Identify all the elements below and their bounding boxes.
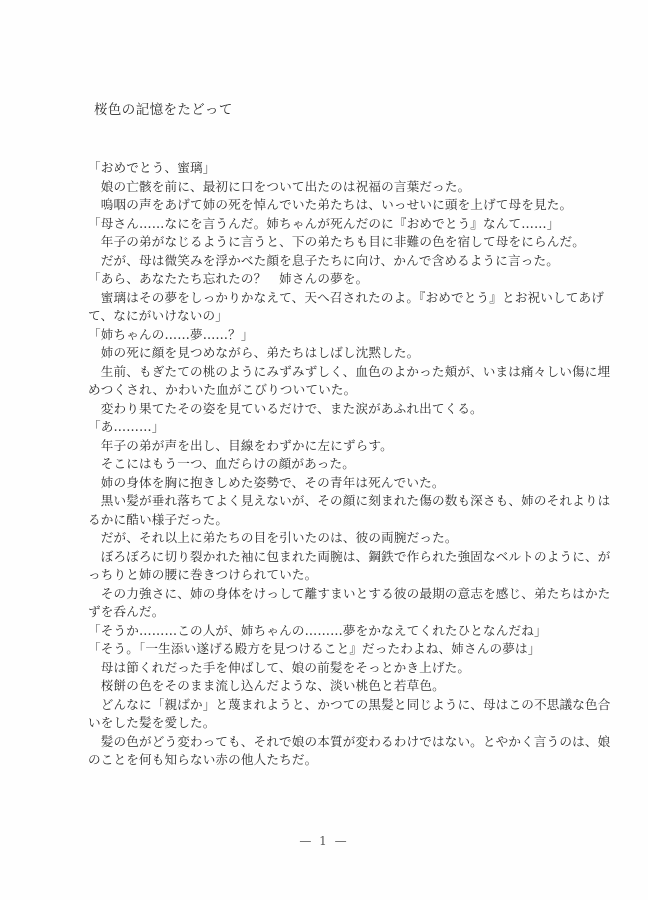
text-line: 嗚咽の声をあげて姉の死を悼んでいた弟たちは、いっせいに頭を上げて母を見た。 (88, 197, 573, 212)
text-line: どんなに「親ばか」と蔑まれようと、かつての黒髪と同じように、母はこの不思議な色合 (88, 696, 611, 712)
text-line: 生前、もぎたての桃のようにみずみずしく、血色のよかった頬が、いまは痛々しい傷に埋 (88, 363, 611, 379)
text-line: 「あ………」 (88, 419, 165, 434)
text-line: めつくされ、かわいた血がこびりついていた。 (88, 382, 357, 397)
text-line: 年子の弟がなじるように言うと、下の弟たちも目に非難の色を宿して母をにらんだ。 (88, 234, 586, 249)
text-line: だが、それ以上に弟たちの目を引いたのは、彼の両腕だった。 (88, 530, 458, 545)
text-line: 年子の弟が声を出し、目線をわずかに左にずらす。 (88, 437, 393, 453)
text-line: て、なにがいけないの」 (88, 308, 228, 323)
text-line: のことを何も知らない赤の他人たちだ。 (88, 752, 318, 767)
text-line: 姉の身体を胸に抱きしめた姿勢で、その青年は死んでいた。 (88, 474, 445, 490)
text-line: 「母さん……なにを言うんだ。姉ちゃんが死んだのに『おめでとう』なんて……」 (88, 215, 560, 231)
page-number: — 1 — (299, 834, 349, 848)
text-line: ずを呑んだ。 (88, 604, 165, 619)
text-line: 髪の色がどう変わっても、それで娘の本質が変わるわけではない。とやかく言うのは、娘 (88, 733, 611, 749)
text-line: その力強さに、姉の身体をけっして離すまいとする彼の最期の意志を感じ、弟たちはかた (88, 585, 611, 601)
text-line: 「姉ちゃんの……夢……？」 (88, 326, 254, 342)
text-line: 桜餅の色をそのまま流し込んだような、淡い桃色と若草色。 (88, 678, 445, 693)
text-line: 「そうか………この人が、姉ちゃんの………夢をかなえてくれたひとなんだね」 (88, 622, 547, 638)
story-title: 桜色の記憶をたどって (94, 102, 233, 118)
text-line: 母は節くれだった手を伸ばして、娘の前髪をそっとかき上げた。 (88, 659, 471, 675)
text-line: ぼろぼろに切り裂かれた袖に包まれた両腕は、鋼鉄で作られた強固なベルトのように、が (88, 548, 611, 564)
text-line: 蜜璃はその夢をしっかりかなえて、天へ召されたのよ。『おめでとう』とお祝いしてあげ (88, 289, 604, 305)
text-line: 「そう。「一生添い遂げる殿方を見つけること』だったわよね、姉さんの夢は」 (88, 641, 541, 656)
body-text (88, 159, 611, 770)
text-line: っちりと姉の腰に巻きつけられていた。 (88, 567, 318, 582)
text-line: 娘の亡骸を前に、最初に口をついて出たのは祝福の言葉だった。 (88, 178, 471, 194)
text-line: だが、母は微笑みを浮かべた顔を息子たちに向け、かんで含めるように言った。 (88, 252, 560, 268)
text-line: 姉の死に顔を見つめながら、弟たちはしばし沈黙した。 (88, 345, 420, 360)
text-line: 黒い髪が垂れ落ちてよく見えないが、その顔に刻まれた傷の数も深さも、姉のそれよりは (88, 493, 611, 508)
text-line: 「おめでとう、蜜璃」 (88, 160, 216, 175)
text-line: るかに酷い様子だった。 (88, 511, 229, 527)
text-line: いをした髪を愛した。 (88, 715, 216, 730)
text-line: そこにはもう一つ、血だらけの顔があった。 (88, 456, 355, 471)
text-line: 変わり果てたその姿を見ているだけで、また涙があふれ出てくる。 (88, 400, 483, 416)
text-line: 「あら、あなたたち忘れたの？ 姉さんの夢を。 (88, 271, 369, 286)
